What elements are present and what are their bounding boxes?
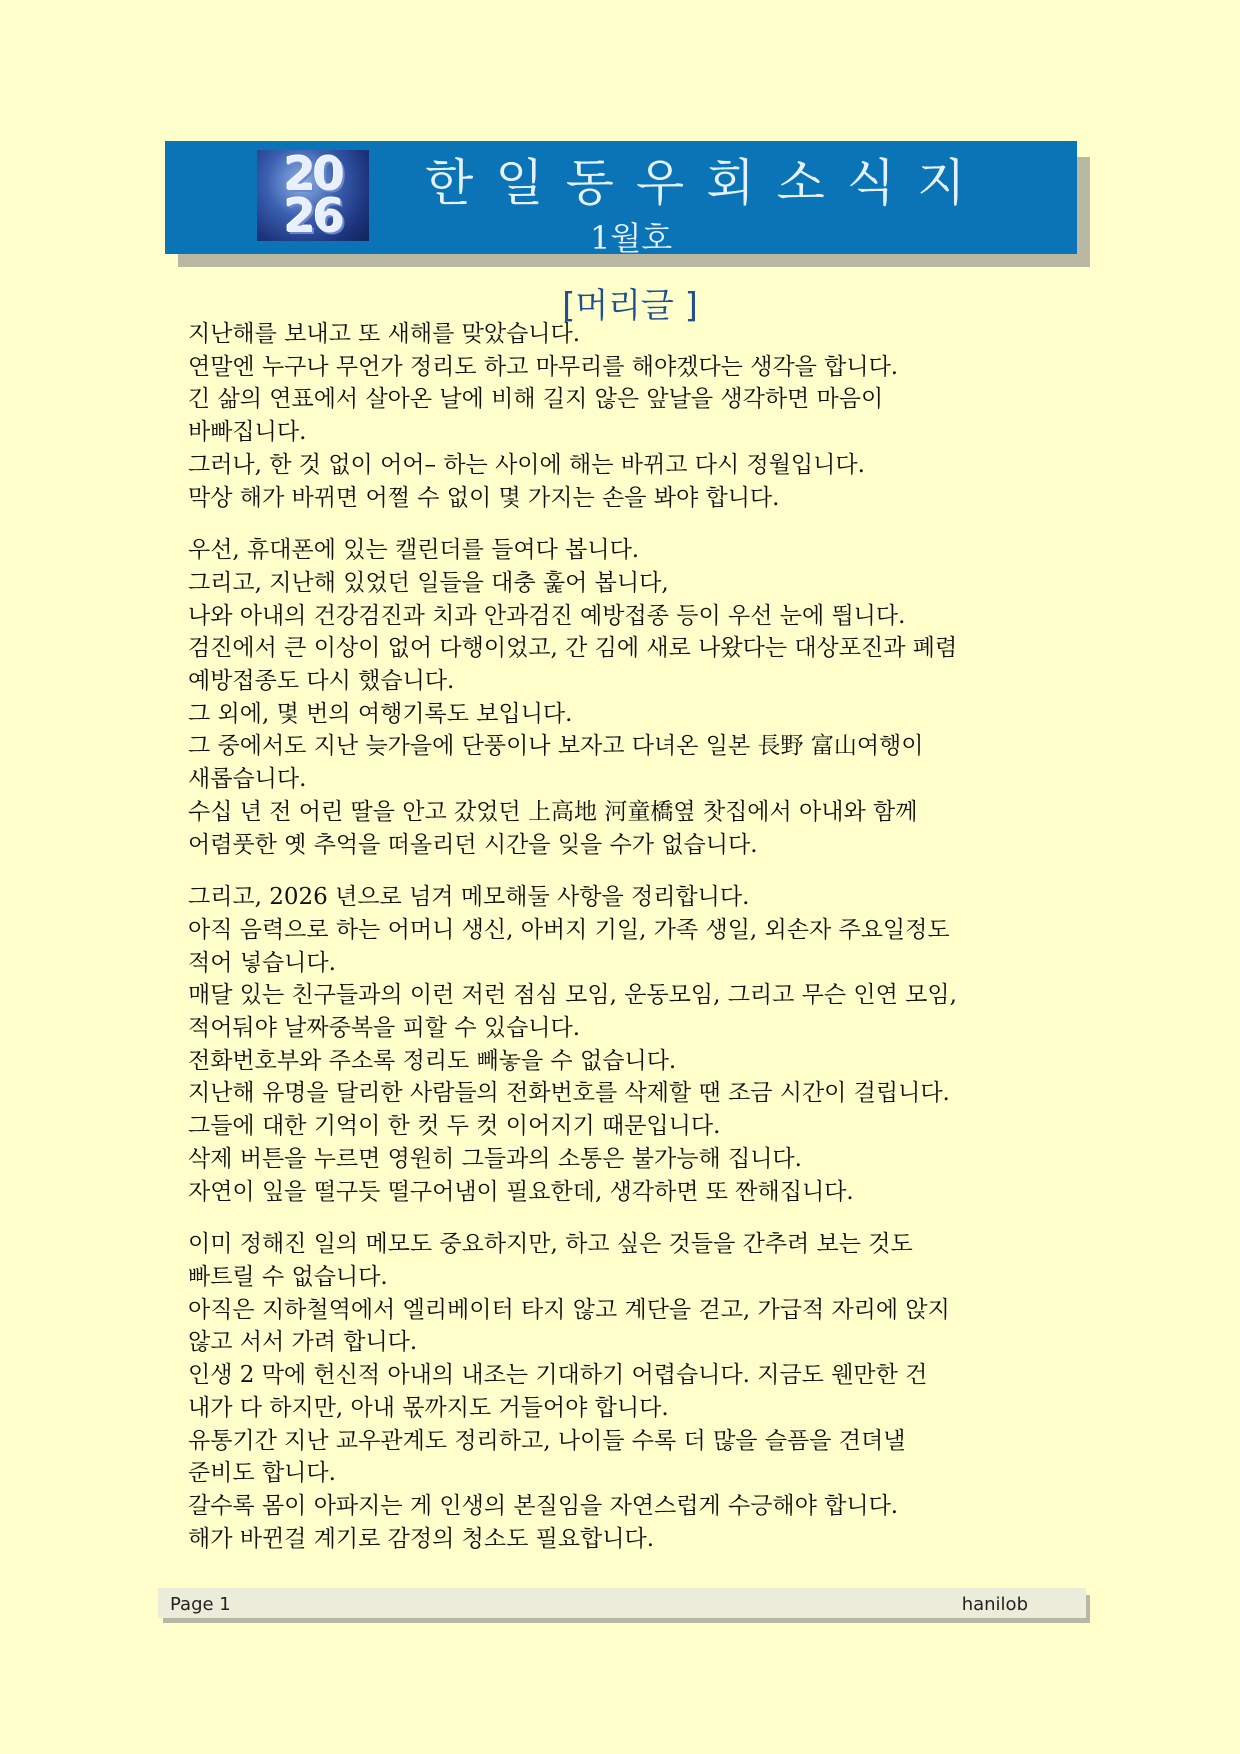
page-footer <box>158 1588 1086 1618</box>
paragraph <box>188 534 1068 861</box>
text-line: 연말엔 누구나 무언가 정리도 하고 마무리를 해야겠다는 생각을 합니다. <box>188 353 899 380</box>
year-logo-image <box>257 150 369 241</box>
text-line: 그리고, 지난해 있었던 일들을 대충 훑어 봅니다, <box>188 569 669 596</box>
text-line: 해가 바뀐걸 계기로 감정의 청소도 필요합니다. <box>188 1525 655 1552</box>
footer-author: hanilob <box>961 1594 1028 1615</box>
text-line: 그 중에서도 지난 늦가을에 단풍이나 보자고 다녀온 일본 長野 富山여행이 <box>188 733 924 760</box>
text-line: 그들에 대한 기억이 한 컷 두 컷 이어지기 때문입니다. <box>188 1113 721 1140</box>
text-line: 전화번호부와 주소록 정리도 빼놓을 수 없습니다. <box>188 1047 677 1074</box>
text-line: 않고 서서 가려 합니다. <box>188 1329 418 1356</box>
text-line: 수십 년 전 어린 딸을 안고 갔었던 上高地 河童橋옆 찻집에서 아내와 함께 <box>188 798 918 825</box>
text-line: 갈수록 몸이 아파지는 게 인생의 본질임을 자연스럽게 수긍해야 합니다. <box>188 1492 899 1519</box>
text-line: 삭제 버튼을 누르면 영원히 그들과의 소통은 불가능해 집니다. <box>188 1145 802 1172</box>
text-line: 인생 2 막에 헌신적 아내의 내조는 기대하기 어렵습니다. 지금도 웬만한 건 <box>188 1362 928 1389</box>
text-line: 지난해 유명을 달리한 사람들의 전화번호를 삭제할 땐 조금 시간이 걸립니다. <box>188 1080 950 1107</box>
text-line: 예방접종도 다시 했습니다. <box>188 668 455 695</box>
section-title: [머리글 ] <box>562 286 698 326</box>
paragraph <box>188 318 1068 514</box>
text-line: 적어둬야 날짜중복을 피할 수 있습니다. <box>188 1015 581 1042</box>
text-line: 긴 삶의 연표에서 살아온 날에 비해 길지 않은 앞날을 생각하면 마음이 <box>188 386 884 413</box>
text-line: 자연이 잎을 떨구듯 떨구어냄이 필요한데, 생각하면 또 짠해집니다. <box>188 1178 854 1205</box>
text-line: 매달 있는 친구들과의 이런 저런 점심 모임, 운동모임, 그리고 무슨 인연 모임, <box>188 982 957 1009</box>
issue-label: 1월호 <box>590 219 673 257</box>
text-line: 지난해를 보내고 또 새해를 맞았습니다. <box>188 321 581 347</box>
text-line: 준비도 합니다. <box>188 1460 336 1487</box>
text-line: 그 외에, 몇 번의 여행기록도 보입니다. <box>188 700 573 727</box>
logo-year-bottom: 26 <box>283 189 342 241</box>
text-line: 적어 넣습니다. <box>188 949 336 976</box>
text-line: 나와 아내의 건강검진과 치과 안과검진 예방접종 등이 우선 눈에 띕니다. <box>188 602 906 629</box>
logo-year-top: 20 <box>283 150 342 201</box>
newsletter-title: 한일동우회소식지 <box>425 154 988 212</box>
text-line: 아직 음력으로 하는 어머니 생신, 아버지 기일, 가족 생일, 외손자 주요일정도 <box>188 916 950 943</box>
text-line: 그리고, 2026 년으로 넘겨 메모해둘 사항을 정리합니다. <box>188 884 750 911</box>
text-line: 어렴풋한 옛 추억을 떠올리던 시간을 잊을 수가 없습니다. <box>188 831 758 858</box>
text-line: 빠트릴 수 없습니다. <box>188 1263 388 1290</box>
paragraph <box>188 1228 1068 1555</box>
page-number: Page 1 <box>170 1594 231 1615</box>
text-line: 새롭습니다. <box>188 766 307 793</box>
text-line: 내가 다 하지만, 아내 몫까지도 거들어야 합니다. <box>188 1394 669 1421</box>
text-line: 검진에서 큰 이상이 없어 다행이었고, 간 김에 새로 나왔다는 대상포진과 폐렴 <box>188 635 958 662</box>
text-line: 바빠집니다. <box>188 419 307 446</box>
text-line: 아직은 지하철역에서 엘리베이터 타지 않고 계단을 걷고, 가급적 자리에 앉지 <box>188 1296 950 1323</box>
text-line: 이미 정해진 일의 메모도 중요하지만, 하고 싶은 것들을 간추려 보는 것도 <box>188 1231 913 1258</box>
text-line: 막상 해가 바뀌면 어쩔 수 없이 몇 가지는 손을 봐야 합니다. <box>188 484 780 511</box>
header-banner <box>165 141 1077 257</box>
text-line: 유통기간 지난 교우관계도 정리하고, 나이들 수록 더 많을 슬픔을 견뎌낼 <box>188 1427 906 1454</box>
paragraph <box>188 881 1068 1208</box>
text-line: 그러나, 한 것 없이 어어– 하는 사이에 해는 바뀌고 다시 정월입니다. <box>188 451 865 478</box>
article-body <box>188 318 1068 1575</box>
text-line: 우선, 휴대폰에 있는 캘린더를 들여다 봅니다. <box>188 537 640 564</box>
